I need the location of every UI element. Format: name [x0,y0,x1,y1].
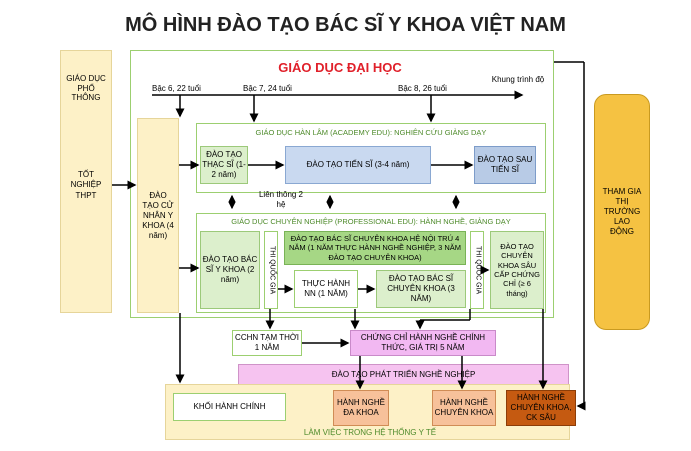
temporary-certificate-box: CCHN TẠM THỜI 1 NĂM [232,330,302,356]
professional-title: GIÁO DỤC CHUYÊN NGHIỆP (PROFESSIONAL EDU): HÀNH NGHỀ, GIẢNG DẠY [231,217,511,226]
postdoc-box: ĐÀO TẠO SAU TIẾN SĨ [474,146,536,184]
specialist-box: ĐÀO TẠO BÁC SĨ CHUYÊN KHOA (3 NĂM) [376,270,466,308]
cpd-box: ĐÀO TẠO PHÁT TRIỂN NGHỀ NGHIỆP [238,364,569,386]
timeline-level-8: Bậc 8, 26 tuổi [398,84,447,93]
timeline-level-7: Bậc 7, 24 tuổi [243,84,292,93]
health-system-title: LÀM VIỆC TRONG HỆ THỐNG Y TẾ [303,428,437,437]
administrative-box: KHỐI HÀNH CHÍNH [173,393,286,421]
md-training-box: ĐÀO TẠO BÁC SĨ Y KHOA (2 năm) [200,231,260,309]
residency-box: ĐÀO TẠO BÁC SĨ CHUYÊN KHOA HỆ NỘI TRÚ 4 NĂM (1 NĂM THỰC HÀNH NGHỀ NGHIỆP, 3 NĂM ĐÀO TẠO CHUYÊN KHOA) [284,231,466,265]
page-title: MÔ HÌNH ĐÀO TẠO BÁC SĨ Y KHOA VIỆT NAM [125,14,566,36]
national-exam-2-label: THI QUỐC GIA [474,245,482,295]
timeline-framework: Khung trình độ [491,75,545,84]
bachelor-training-box: ĐÀO TẠO CỬ NHÂN Y KHOA (4 năm) [137,118,179,313]
timeline-level-6: Bậc 6, 22 tuổi [152,84,201,93]
internship-box: THỰC HÀNH NN (1 NĂM) [294,270,358,308]
transfer-label: Liên thông 2 hệ [258,190,304,209]
general-education-label: GIÁO DỤC PHỔ THÔNG [66,74,106,103]
subspecialist-practice-box: HÀNH NGHỀ CHUYÊN KHOA, CK SÂU [506,390,576,426]
specialist-practice-box: HÀNH NGHỀ CHUYÊN KHOA [432,390,496,426]
master-box: ĐÀO TẠO THẠC SĨ (1-2 năm) [200,146,248,184]
general-practice-box: HÀNH NGHỀ ĐA KHOA [333,390,389,426]
national-exam-1-label: THI QUỐC GIA [268,245,276,295]
higher-education-title: GIÁO DỤC ĐẠI HỌC [278,60,402,75]
official-certificate-box: CHỨNG CHỈ HÀNH NGHỀ CHÍNH THỨC, GIÁ TRỊ 5 NĂM [350,330,496,356]
labor-market-box: THAM GIA THỊ TRƯỜNG LAO ĐỘNG [594,94,650,330]
doctor-box: ĐÀO TẠO TIẾN SĨ (3-4 năm) [285,146,431,184]
high-school-graduation-label: TỐT NGHIỆP THPT [70,170,102,200]
academic-title: GIÁO DỤC HÀN LÂM (ACADEMY EDU): NGHIÊN CỨU GIẢNG DẠY [255,128,487,137]
subspecialty-box: ĐÀO TẠO CHUYÊN KHOA SÂU CẤP CHỨNG CHỈ (≥ 6 tháng) [490,231,544,309]
